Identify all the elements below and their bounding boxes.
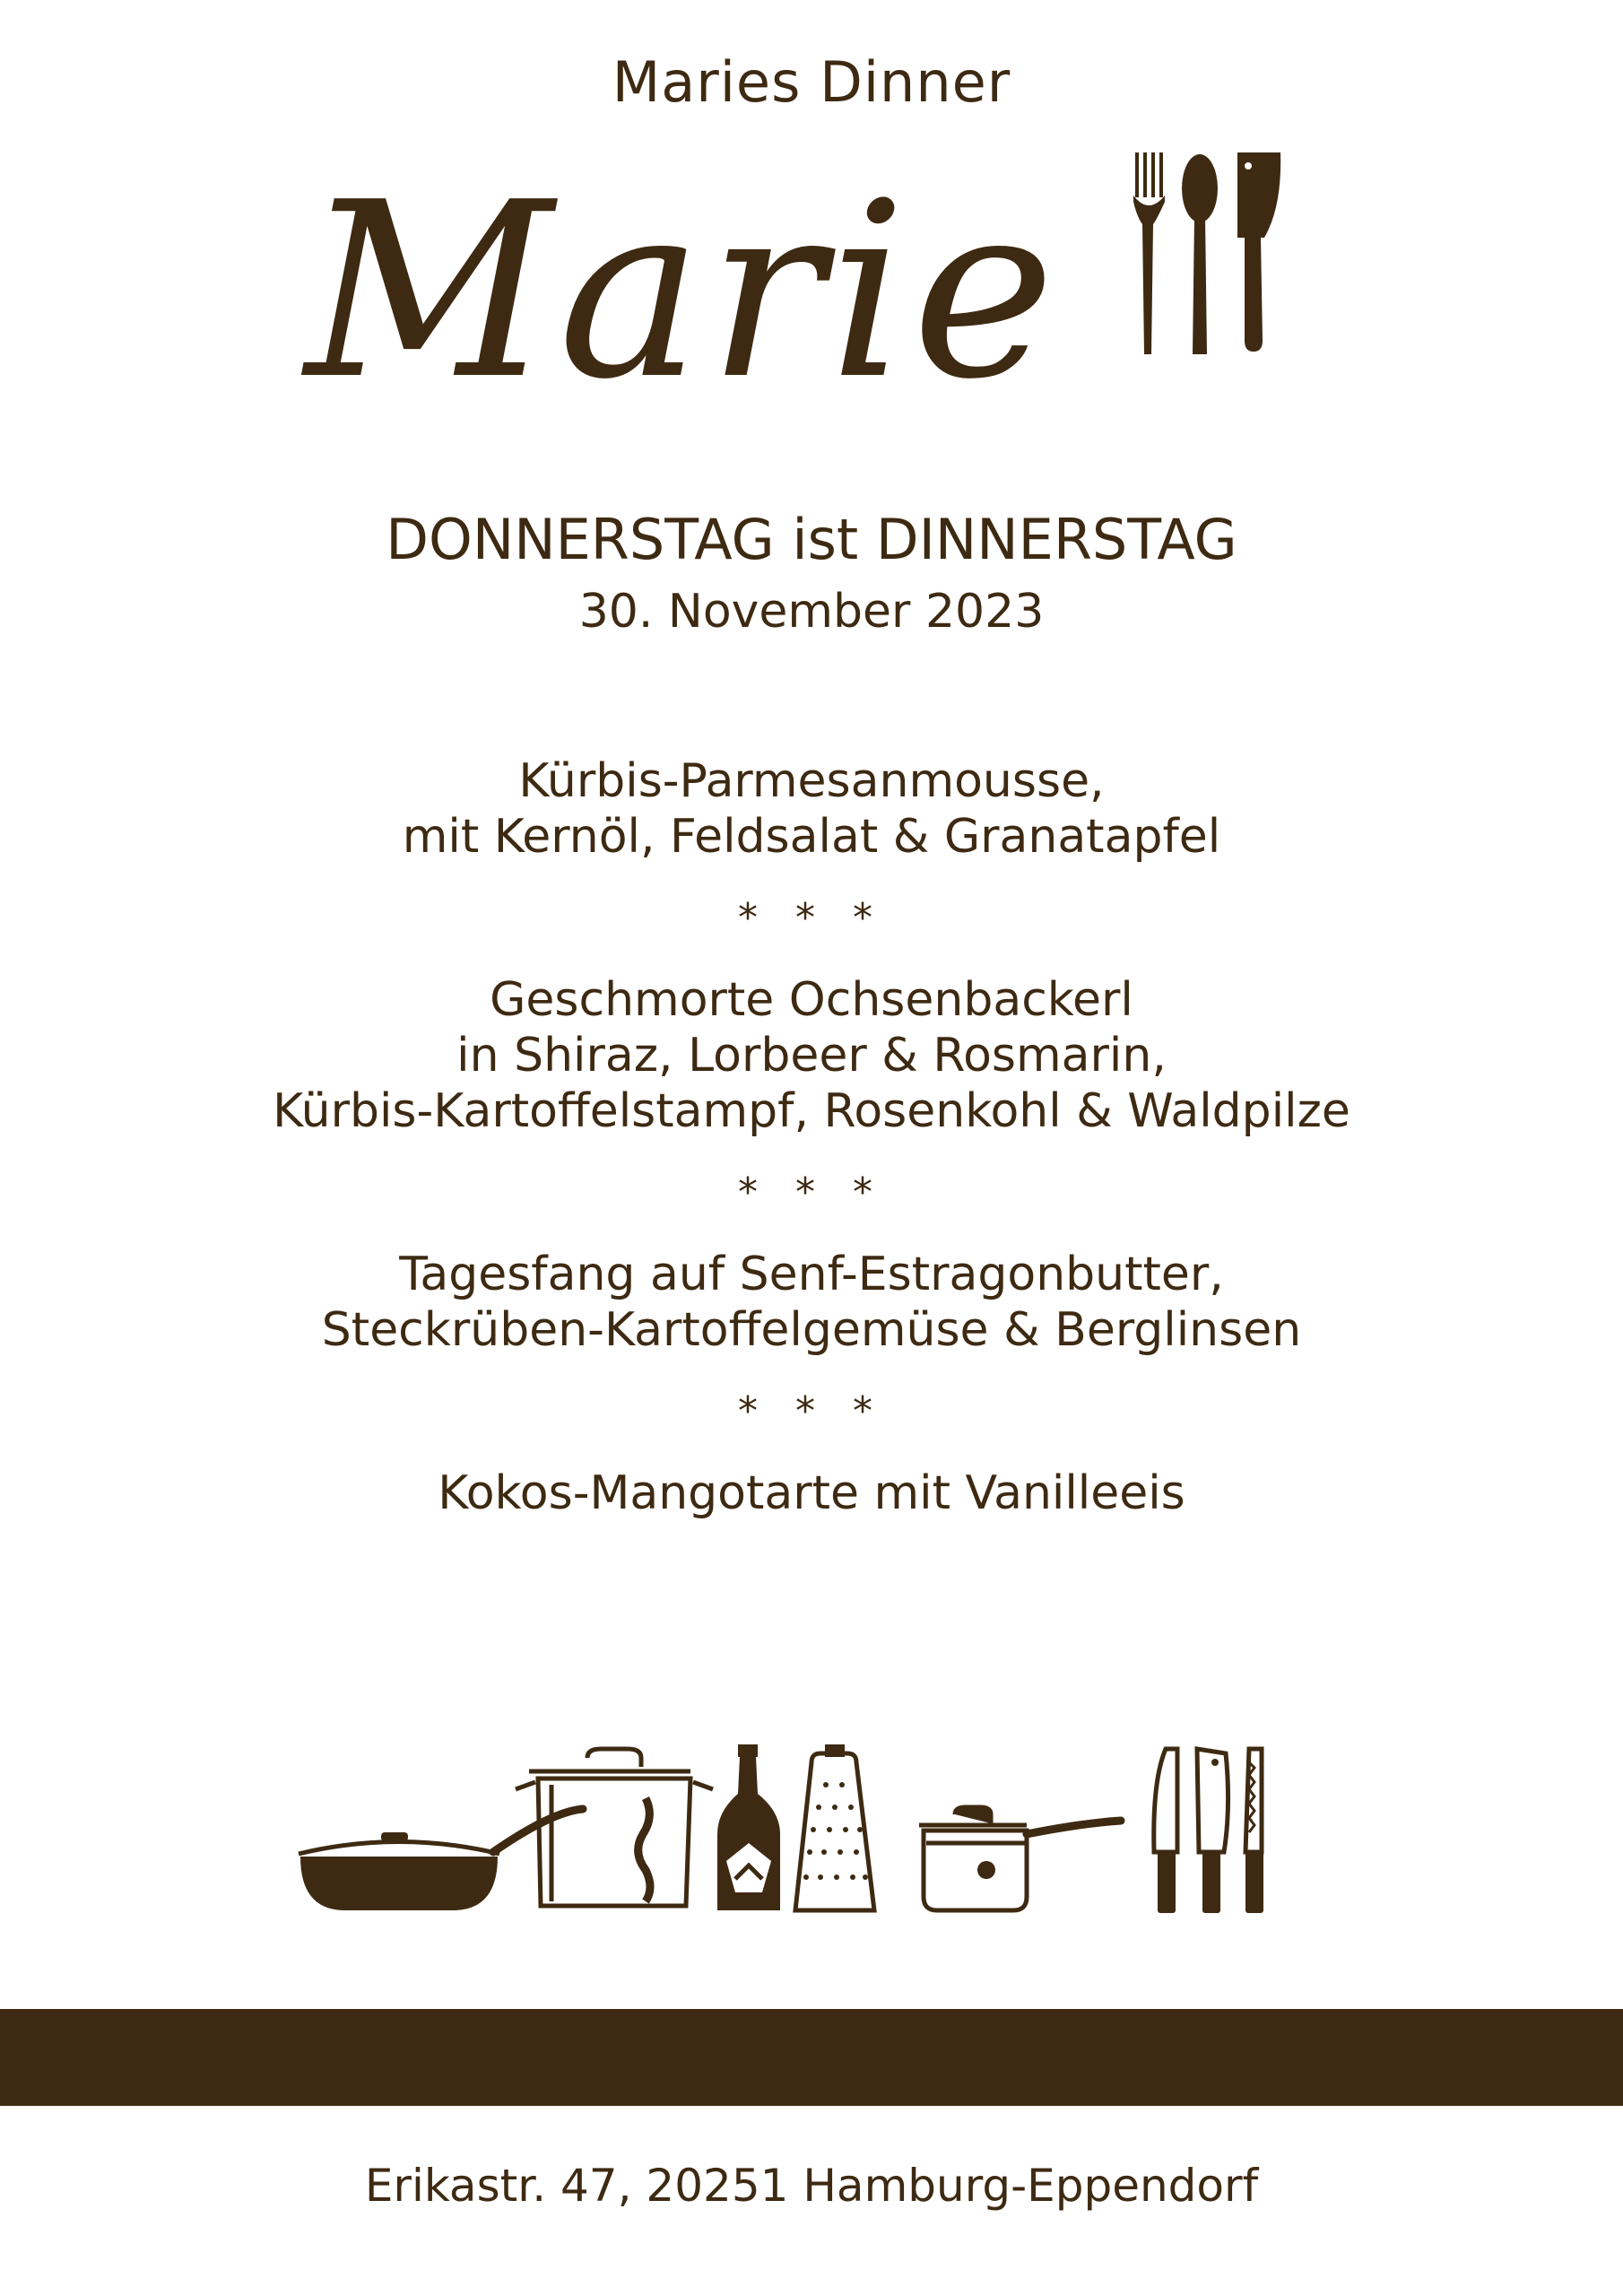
kitchen-utensils-illustration — [291, 1744, 1305, 1915]
course-line: in Shiraz, Lorbeer & Rosmarin, — [456, 1029, 1167, 1083]
course-line: Kürbis-Kartoffelstampf, Rosenkohl & Waldpilze — [273, 1084, 1350, 1138]
course-separator: * * * — [738, 1388, 885, 1434]
restaurant-logo — [296, 144, 1327, 466]
menu-list — [0, 753, 1623, 1521]
address: Erikastr. 47, 20251 Hamburg-Eppendorf — [364, 2160, 1259, 2212]
course-separator: * * * — [738, 1170, 885, 1215]
restaurant-subtitle: Maries Dinner — [612, 49, 1011, 115]
course-line: mit Kernöl, Feldsalat & Granatapfel — [402, 810, 1221, 864]
course-starter — [0, 753, 1623, 865]
cutlery-logo — [1130, 152, 1291, 359]
stock-pot-icon — [516, 1749, 713, 1906]
course-separator: * * * — [738, 895, 885, 941]
headline: DONNERSTAG ist DINNERSTAG — [386, 507, 1237, 572]
cleaver-icon — [1237, 152, 1280, 352]
bread-knife-icon — [1245, 1749, 1263, 1913]
event-date: 30. November 2023 — [578, 585, 1045, 639]
course-line: Geschmorte Ochsenbackerl — [490, 973, 1133, 1027]
logo-wordmark: Marie — [305, 150, 1061, 432]
course-line: Kokos-Mangotarte mit Vanilleeis — [438, 1466, 1185, 1520]
cleaver-knife-icon — [1197, 1749, 1228, 1913]
course-line: Steckrüben-Kartoffelgemüse & Berglinsen — [321, 1303, 1302, 1357]
course-line: Kürbis-Parmesanmousse, — [518, 754, 1105, 808]
chef-knife-icon — [1154, 1749, 1177, 1913]
wine-bottle-icon — [717, 1744, 780, 1910]
spoon-icon — [1182, 154, 1218, 354]
course-fish — [0, 1247, 1623, 1358]
course-main — [0, 972, 1623, 1139]
course-dessert — [0, 1465, 1623, 1521]
grater-icon — [795, 1744, 874, 1910]
course-line: Tagesfang auf Senf-Estragonbutter, — [399, 1248, 1224, 1301]
footer-band — [0, 2009, 1623, 2106]
fork-icon — [1133, 152, 1165, 354]
saucepan-icon — [919, 1807, 1121, 1910]
